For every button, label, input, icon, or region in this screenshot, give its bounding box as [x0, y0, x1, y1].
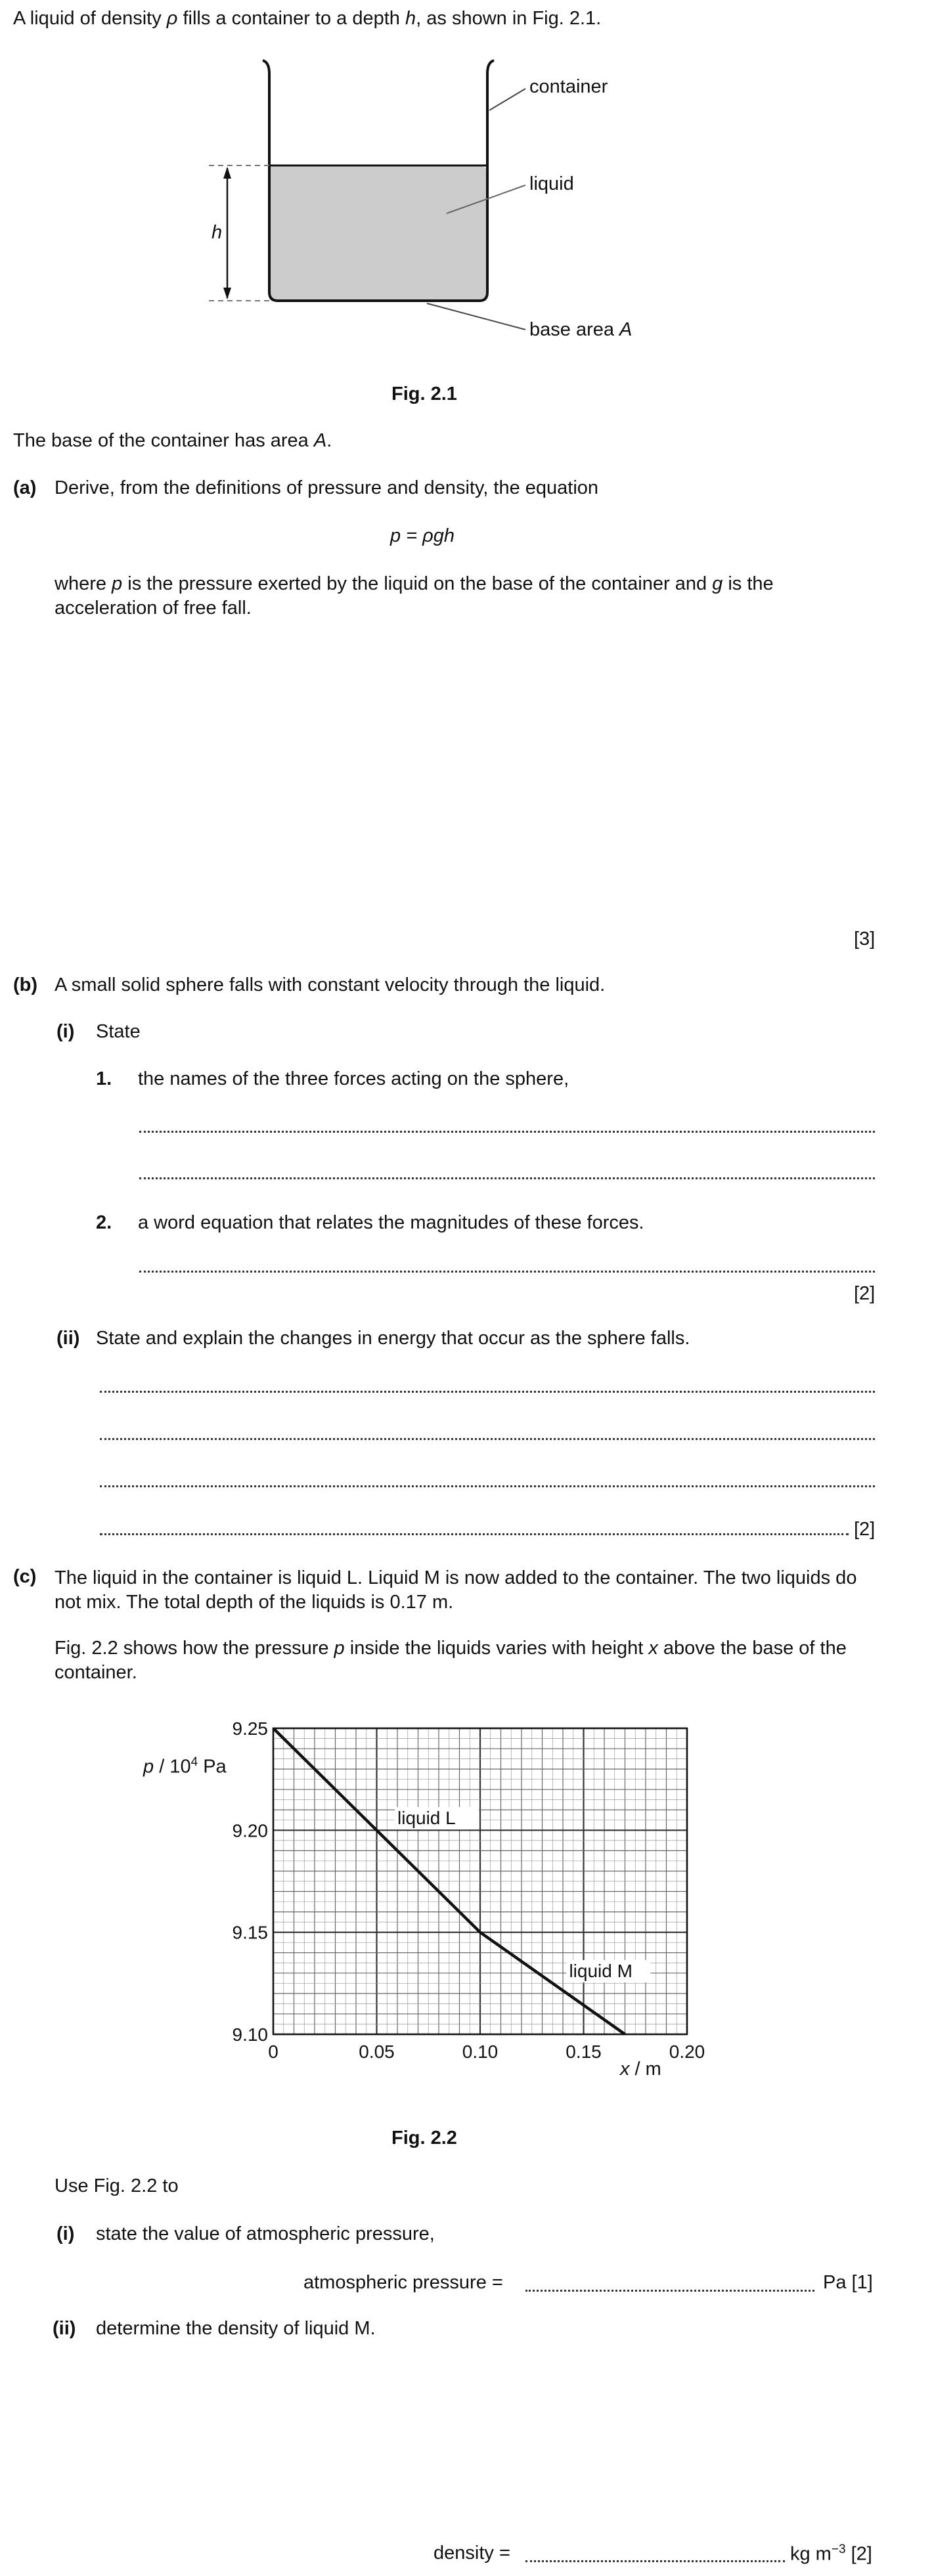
density-unit-exp: −3	[831, 2543, 846, 2556]
part-b-label: (b)	[13, 974, 38, 995]
fig-text-2: inside the liquids varies with height	[344, 1638, 649, 1659]
y-axis-exp: 4	[190, 1755, 198, 1769]
part-a-where-text	[55, 572, 876, 621]
answer-line-b-i-1a[interactable]	[139, 1131, 875, 1133]
chart-y-axis-label	[143, 1755, 227, 1778]
part-b-text: A small solid sphere falls with constant velocity through the liquid.	[55, 974, 606, 995]
base-text-1: The base of the container has area	[13, 430, 314, 451]
density-unit: kg m	[790, 2543, 832, 2565]
fig-text-x: x	[648, 1638, 658, 1659]
depth-arrow-bottom-head	[223, 288, 231, 299]
x-axis-unit: / m	[629, 2059, 661, 2080]
label-base-area-A: A	[619, 319, 633, 340]
part-a-text: Derive, from the definitions of pressure and density, the equation	[55, 477, 599, 498]
atm-pressure-answer-line[interactable]	[525, 2290, 814, 2292]
part-c-i-text: state the value of atmospheric pressure,	[96, 2223, 435, 2244]
y-axis-unit2: Pa	[198, 1756, 227, 1778]
liquid-fill	[269, 165, 487, 301]
label-container: container	[529, 76, 608, 97]
intro-text-1: A liquid of density	[13, 8, 167, 29]
part-b-item1-text: the names of the three forces acting on the sphere,	[138, 1068, 569, 1089]
where-1: where	[55, 573, 112, 594]
intro-h: h	[405, 8, 416, 29]
density-unit-and-marks	[790, 2543, 872, 2565]
x-tick-label: 0.15	[566, 2041, 602, 2062]
depth-arrow-top-head	[223, 167, 231, 179]
fig-2-2-chart	[0, 1694, 934, 2114]
x-tick-label: 0.10	[462, 2041, 499, 2062]
where-2: is the pressure exerted by the liquid on the base of the container and	[122, 573, 713, 594]
density-answer-line[interactable]	[525, 2560, 785, 2562]
part-b-item2-label: 2.	[96, 1212, 112, 1233]
where-g: g	[712, 573, 723, 594]
y-axis-var: p	[143, 1756, 154, 1778]
y-axis-unit: / 10	[154, 1756, 191, 1778]
y-tick-label: 9.25	[232, 1718, 268, 1739]
answer-line-b-i-1b[interactable]	[139, 1177, 875, 1179]
y-tick-label: 9.20	[232, 1820, 268, 1841]
answer-line-b-ii-4[interactable]	[100, 1533, 849, 1535]
y-tick-label: 9.10	[232, 2024, 268, 2045]
answer-line-b-ii-3[interactable]	[100, 1485, 875, 1487]
intro-rho: ρ	[166, 8, 178, 29]
series-label-liquid-l: liquid L	[397, 1808, 456, 1829]
part-b-ii-text: State and explain the changes in energy that occur as the sphere falls.	[96, 1328, 690, 1349]
part-b-i-marks: [2]	[854, 1283, 876, 1304]
fig-text-3: above the base of the container.	[55, 1638, 847, 1683]
fig-2-1-caption: Fig. 2.1	[391, 383, 457, 404]
fig-text-1: Fig. 2.2 shows how the pressure	[55, 1638, 334, 1659]
part-a-label: (a)	[13, 477, 37, 498]
where-p: p	[112, 573, 123, 594]
x-axis-var: x	[620, 2059, 630, 2080]
fig-2-2-caption: Fig. 2.2	[391, 2128, 457, 2149]
fig-2-1-diagram	[0, 0, 934, 407]
fig-text-p: p	[334, 1638, 345, 1659]
x-tick-label: 0.20	[669, 2041, 705, 2062]
label-base-area-text: base area	[529, 319, 620, 340]
where-3: is the acceleration of free fall.	[55, 573, 774, 619]
part-b-i-text: State	[96, 1021, 141, 1042]
atm-pressure-label: atmospheric pressure =	[303, 2272, 503, 2293]
part-a-equation: p = ρgh	[390, 525, 455, 546]
part-a-marks: [3]	[854, 928, 876, 950]
series-label-liquid-m: liquid M	[569, 1961, 633, 1982]
container-leader-line	[489, 89, 525, 110]
intro-text-2: fills a container to a depth	[177, 8, 405, 29]
label-depth-h: h	[211, 222, 223, 243]
density-label: density =	[434, 2543, 510, 2564]
chart-x-axis-label	[620, 2059, 661, 2080]
base-leader-line	[427, 303, 525, 330]
part-b-ii-label: (ii)	[56, 1328, 80, 1349]
x-tick-label: 0.05	[359, 2041, 395, 2062]
label-base-area	[529, 319, 632, 341]
part-c-i-label: (i)	[56, 2223, 75, 2244]
part-b-item2-text: a word equation that relates the magnitudes of these forces.	[138, 1212, 644, 1233]
atm-pressure-unit: Pa [1]	[823, 2272, 873, 2293]
part-b-i-label: (i)	[56, 1021, 75, 1042]
part-c-use-text: Use Fig. 2.2 to	[55, 2175, 179, 2196]
answer-line-b-ii-2[interactable]	[100, 1438, 875, 1440]
answer-line-b-i-2[interactable]	[139, 1271, 875, 1273]
part-c-ii-text: determine the density of liquid M.	[96, 2318, 376, 2339]
base-area-sentence	[13, 430, 332, 452]
density-marks: [2]	[845, 2543, 872, 2565]
part-c-ii-label: (ii)	[53, 2318, 76, 2339]
part-c-text: The liquid in the container is liquid L. Liquid M is now added to the container. The two liquids do not mix. The total depth of the liquids is 0.17 m.	[55, 1567, 857, 1613]
label-liquid: liquid	[529, 173, 574, 194]
part-b-item1-label: 1.	[96, 1068, 112, 1089]
part-c-label: (c)	[13, 1566, 37, 1587]
y-tick-label: 9.15	[232, 1922, 268, 1943]
base-text-A: A	[313, 430, 327, 451]
part-b-ii-marks: [2]	[854, 1519, 876, 1540]
answer-line-b-ii-1[interactable]	[100, 1391, 875, 1393]
x-tick-label: 0	[268, 2041, 278, 2062]
intro-text-3: , as shown in Fig. 2.1.	[416, 8, 602, 29]
part-c-fig-text	[55, 1636, 879, 1685]
base-text-2: .	[326, 430, 332, 451]
